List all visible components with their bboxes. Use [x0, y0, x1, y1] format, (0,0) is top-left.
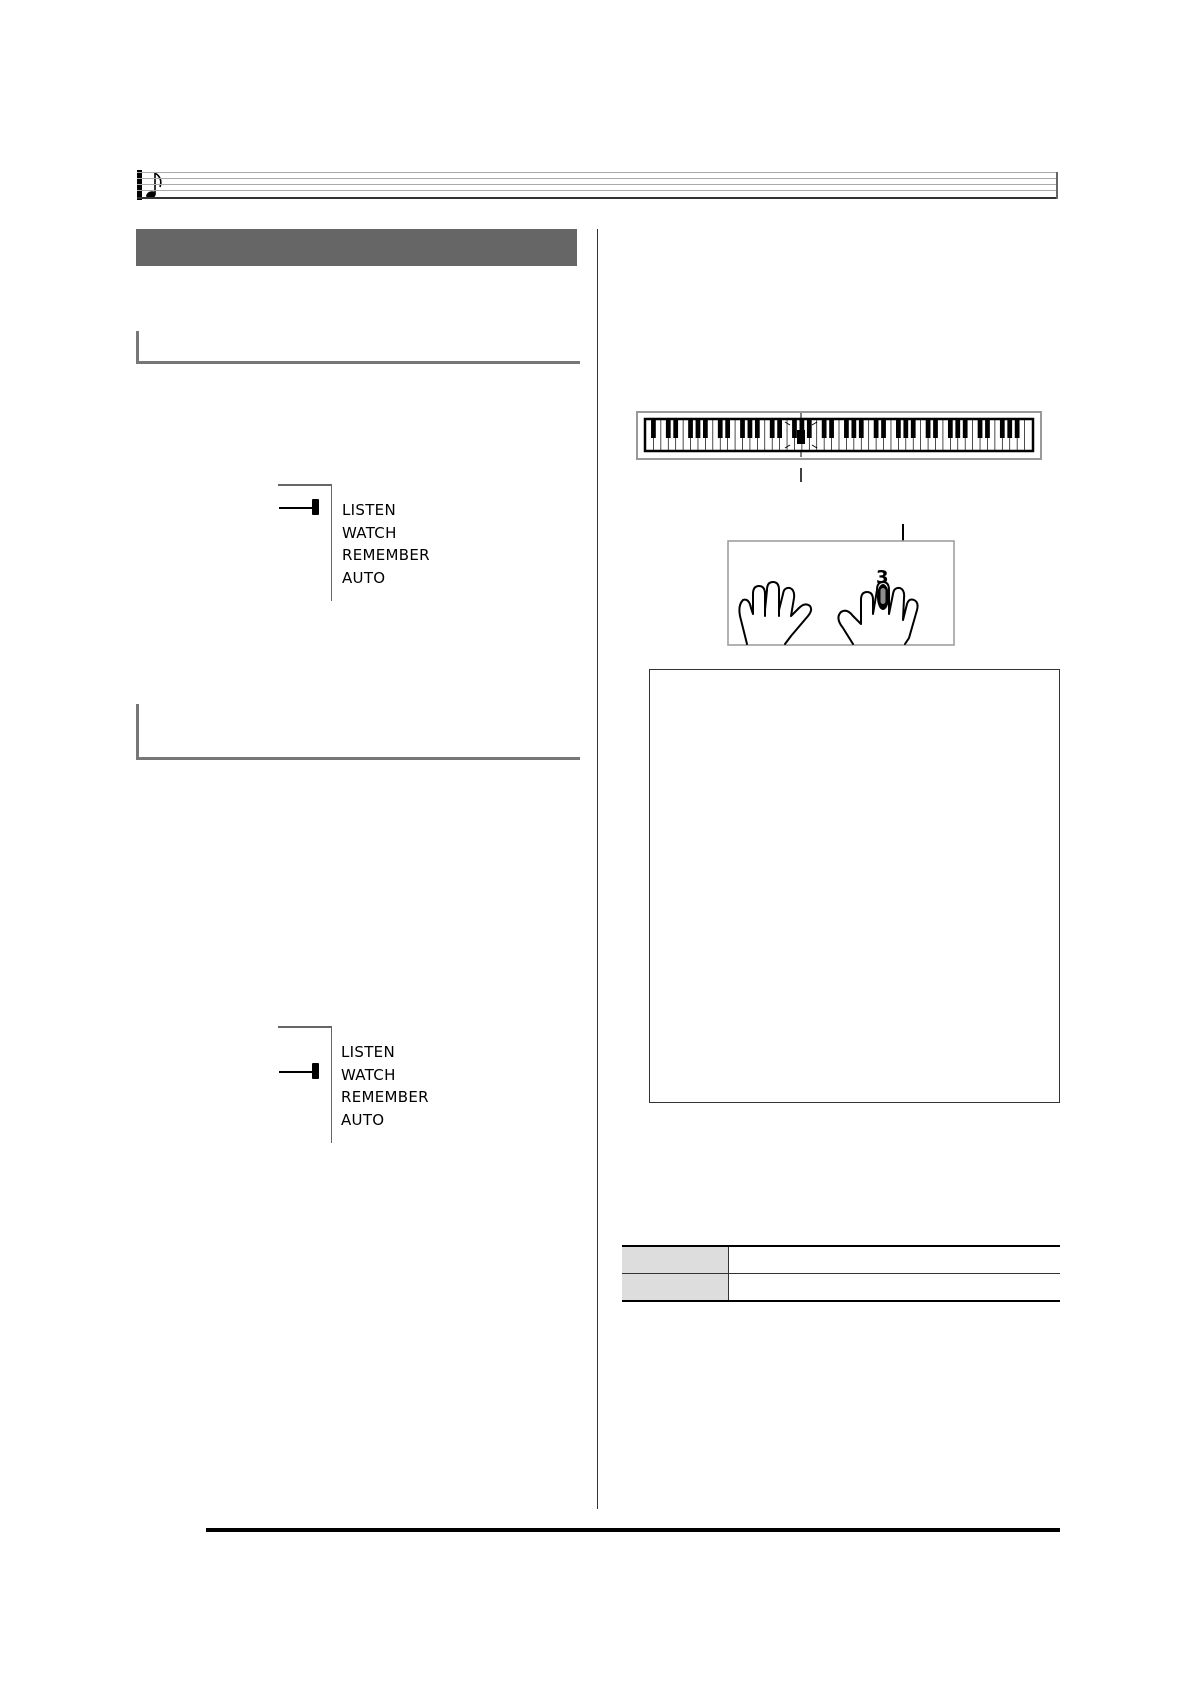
mode-item: WATCH — [342, 523, 397, 542]
column-divider — [597, 229, 598, 1509]
black-key — [696, 420, 701, 438]
subsection-heading-1 — [136, 331, 580, 364]
mode-item: LISTEN — [342, 501, 396, 519]
mode-item: AUTO — [341, 1110, 385, 1129]
black-key — [985, 420, 990, 438]
black-key — [926, 420, 931, 438]
finger-number: 3 — [876, 567, 889, 588]
black-key — [1015, 420, 1020, 438]
mode-bracket — [278, 484, 332, 601]
mode-pointer-line — [279, 507, 312, 509]
table-row — [622, 1274, 1060, 1302]
black-key — [881, 420, 886, 438]
black-key — [874, 420, 879, 438]
table-header-cell — [622, 1246, 729, 1274]
table-header-cell — [622, 1274, 729, 1302]
black-key — [948, 420, 953, 438]
black-key — [844, 420, 849, 438]
mode-list — [341, 1041, 429, 1131]
black-key — [688, 420, 693, 438]
mode-item: AUTO — [342, 568, 386, 587]
lit-key — [797, 430, 805, 444]
black-key — [851, 420, 856, 438]
mode-item: WATCH — [341, 1065, 396, 1084]
black-key — [896, 420, 901, 438]
black-key — [755, 420, 760, 438]
black-key — [911, 420, 916, 438]
black-key — [933, 420, 938, 438]
black-key — [903, 420, 908, 438]
mode-item: REMEMBER — [342, 546, 430, 564]
hands-illustration — [727, 540, 955, 646]
black-key — [703, 420, 708, 438]
mode-bracket-top — [278, 1026, 332, 1028]
black-key — [777, 420, 782, 438]
table-row — [622, 1246, 1060, 1274]
black-key — [1007, 420, 1012, 438]
staff-end-bar — [1056, 172, 1058, 199]
keyboard-illustration — [636, 411, 1042, 491]
mode-item: REMEMBER — [341, 1088, 429, 1106]
table-cell — [729, 1246, 1061, 1274]
staff-bar — [137, 170, 142, 200]
black-key — [859, 420, 864, 438]
black-key — [770, 420, 775, 438]
black-key — [718, 420, 723, 438]
black-key — [673, 420, 678, 438]
black-key — [978, 420, 983, 438]
mode-bracket-top — [278, 484, 332, 486]
black-key — [748, 420, 753, 438]
black-key — [725, 420, 730, 438]
black-key — [1000, 420, 1005, 438]
mode-pointer-line — [279, 1071, 312, 1073]
black-key — [740, 420, 745, 438]
black-key — [651, 420, 656, 438]
mode-bracket — [278, 1026, 332, 1143]
black-key — [822, 420, 827, 438]
mode-list — [342, 499, 430, 589]
black-key — [955, 420, 960, 438]
section-heading-bar — [136, 229, 577, 266]
black-key — [792, 420, 797, 438]
settings-table — [622, 1245, 1060, 1302]
footer-rule — [206, 1528, 1060, 1532]
note-box — [649, 669, 1060, 1103]
mode-item: LISTEN — [341, 1043, 395, 1061]
black-key — [807, 420, 812, 438]
subsection-heading-2 — [136, 704, 580, 760]
mode-marker — [312, 1063, 319, 1079]
mode-marker — [312, 499, 319, 515]
black-key — [829, 420, 834, 438]
black-key — [666, 420, 671, 438]
black-key — [963, 420, 968, 438]
table-cell — [729, 1274, 1061, 1302]
